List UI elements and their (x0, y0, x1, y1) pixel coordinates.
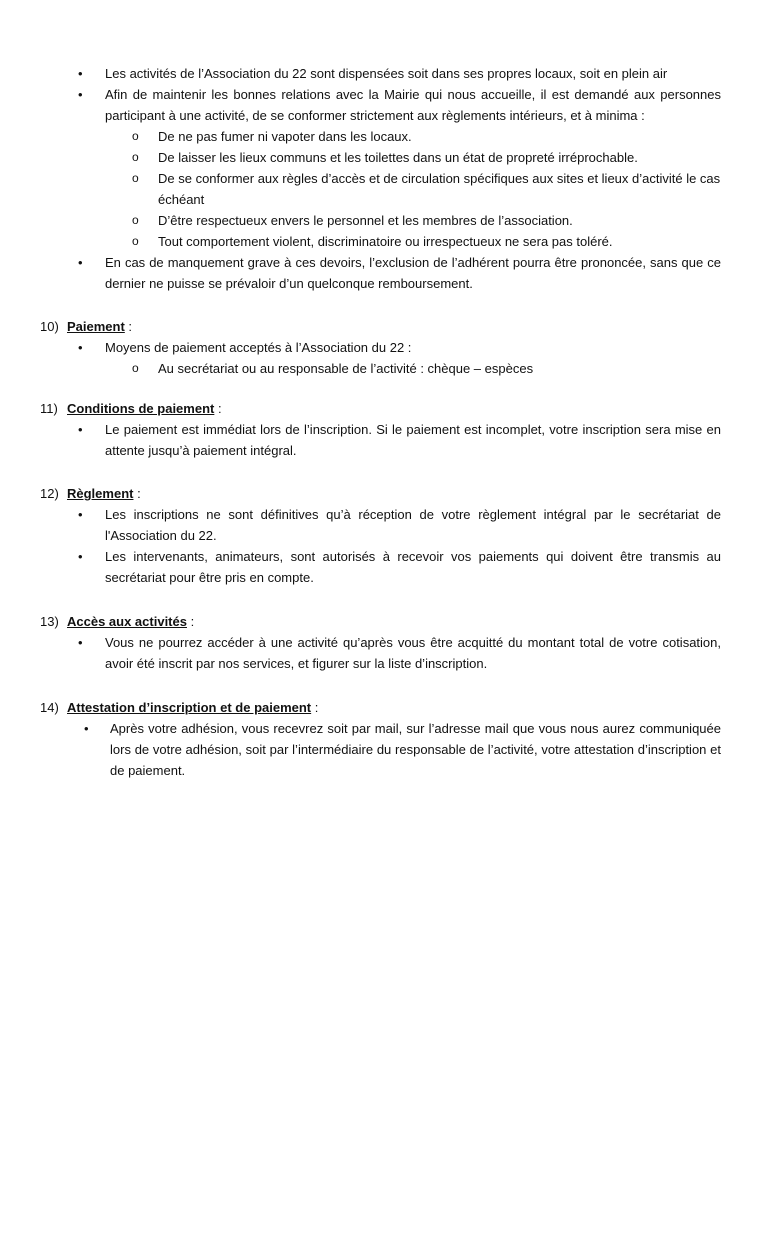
bullet-icon: • (84, 721, 89, 736)
sub-list-item-text: De ne pas fumer ni vapoter dans les locaux. (158, 129, 412, 144)
bullet-icon: • (78, 507, 83, 522)
sub-list-item (0, 147, 721, 168)
list-item (0, 337, 721, 358)
section-number: 11) (40, 401, 58, 416)
bullet-icon: • (78, 422, 83, 437)
section-title: Accès aux activités (67, 614, 187, 629)
sub-list-item-text: Au secrétariat ou au responsable de l’activité : chèque – espèces (158, 361, 534, 376)
section-heading (0, 316, 768, 337)
section-title: Conditions de paiement (67, 401, 215, 416)
section-number: 12) (40, 486, 59, 501)
list-item (0, 718, 721, 781)
section-title-suffix: : (311, 700, 319, 715)
circle-bullet-icon: o (132, 150, 139, 164)
bullet-icon: • (78, 87, 83, 102)
list-item-text: Les intervenants, animateurs, sont autorisés à recevoir vos paiements qui doivent être transmis au secrétariat pour être pris en compte. (105, 549, 721, 585)
intro-block (0, 63, 768, 294)
list-item-text: Afin de maintenir les bonnes relations avec la Mairie qui nous accueille, il est demandé aux personnes participant à une activité, de se conformer strictement aux règlements intérieurs, et à minima : (105, 87, 721, 123)
list-item (0, 84, 721, 126)
section-title-suffix: : (133, 486, 141, 501)
bullet-icon: • (78, 549, 83, 564)
section-number: 14) (40, 700, 59, 715)
bullet-icon: • (78, 635, 83, 650)
section-number: 10) (40, 319, 59, 334)
list-item (0, 63, 721, 84)
sub-list-item (0, 210, 721, 231)
circle-bullet-icon: o (132, 129, 139, 143)
section-conditions-de-paiement (0, 398, 768, 461)
sub-list-item (0, 168, 721, 210)
sub-list-item (0, 358, 721, 379)
sub-list-item-text: D’être respectueux envers le personnel et les membres de l’association. (158, 213, 573, 228)
section-title-suffix: : (186, 614, 195, 629)
list-item (0, 632, 721, 674)
circle-bullet-icon: o (132, 213, 139, 227)
section-heading (0, 398, 768, 419)
sub-list-item (0, 231, 721, 252)
list-item (0, 504, 721, 546)
list-item-text: Après votre adhésion, vous recevrez soit par mail, sur l’adresse mail que vous nous aurez communiquée lors de votre adhésion, soit par l’intermédiaire du responsable de l’activité, votre attestation d’inscription et de paiement. (110, 721, 721, 778)
section-number: 13) (40, 614, 59, 629)
section-title: Règlement (67, 486, 134, 501)
sub-list-item (0, 126, 721, 147)
circle-bullet-icon: o (132, 234, 139, 248)
list-item (0, 419, 721, 461)
section-heading (0, 483, 768, 504)
circle-bullet-icon: o (132, 171, 139, 185)
section-attestation (0, 697, 768, 781)
section-heading (0, 611, 768, 632)
section-acces-aux-activites (0, 611, 768, 674)
bullet-icon: • (78, 66, 83, 81)
list-item-text: Le paiement est immédiat lors de l’inscription. Si le paiement est incomplet, votre inscription sera mise en attente jusqu’à paiement intégral. (105, 422, 721, 458)
sub-list-item-text: De laisser les lieux communs et les toilettes dans un état de propreté irréprochable. (158, 150, 638, 165)
list-item-text: Les inscriptions ne sont définitives qu’à réception de votre règlement intégral par le secrétariat de l'Association du 22. (105, 507, 721, 543)
section-title: Attestation d’inscription et de paiement (67, 700, 312, 715)
bullet-icon: • (78, 340, 83, 355)
section-paiement (0, 316, 768, 379)
section-title-suffix: : (124, 319, 133, 334)
section-reglement (0, 483, 768, 588)
list-item (0, 546, 721, 588)
section-heading (0, 697, 768, 718)
list-item-text: Les activités de l’Association du 22 sont dispensées soit dans ses propres locaux, soit en plein air (105, 66, 668, 81)
list-item-text: Vous ne pourrez accéder à une activité qu’après vous être acquitté du montant total de votre cotisation, avoir été inscrit par nos services, et figurer sur la liste d’inscription. (105, 635, 721, 671)
section-title-suffix: : (214, 401, 222, 416)
list-item-text: Moyens de paiement acceptés à l’Association du 22 : (105, 340, 412, 355)
bullet-icon: • (78, 255, 83, 270)
sub-list-item-text: De se conformer aux règles d’accès et de circulation spécifiques aux sites et lieux d’activité le cas échéant (158, 171, 721, 207)
list-item (0, 252, 721, 294)
sub-list-item-text: Tout comportement violent, discriminatoire ou irrespectueux ne sera pas toléré. (158, 234, 613, 249)
circle-bullet-icon: o (132, 361, 139, 375)
list-item-text: En cas de manquement grave à ces devoirs, l’exclusion de l’adhérent pourra être prononcée, sans que ce dernier ne puisse se prévaloir d’un quelconque remboursement. (105, 255, 721, 291)
section-title: Paiement (67, 319, 125, 334)
